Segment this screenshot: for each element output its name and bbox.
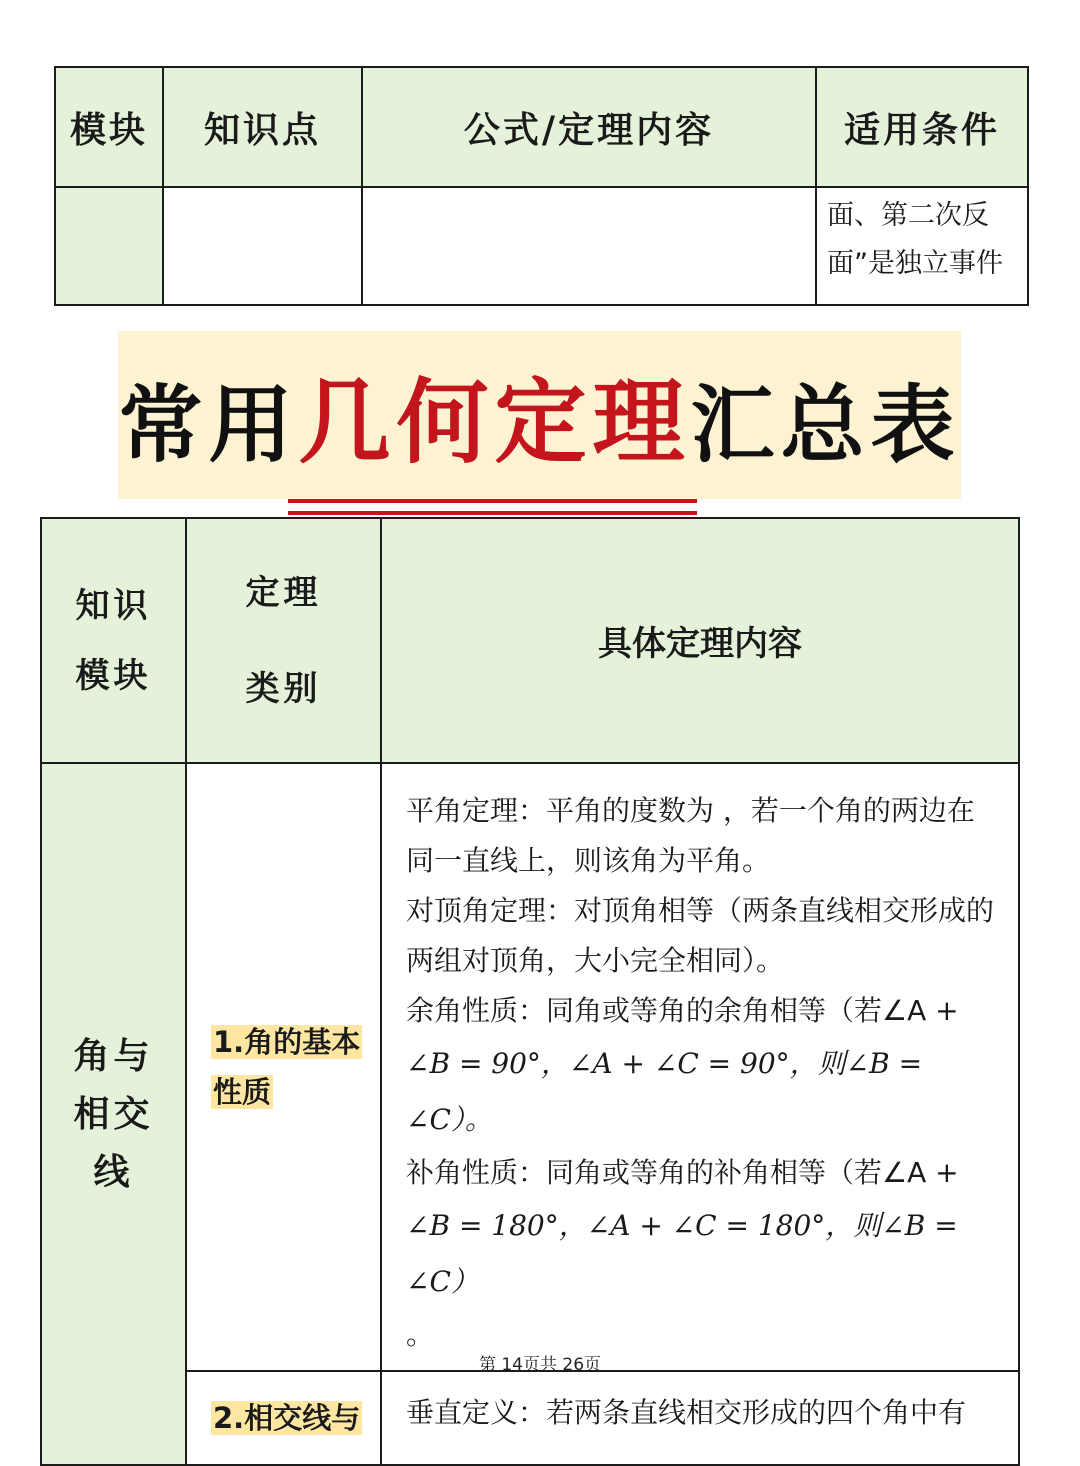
header-knowledge-point: 知识点: [163, 67, 362, 187]
theorem-supplementary: 补角性质：同角或等角的补角相等（若∠A +: [406, 1156, 959, 1189]
theorem-vertical-angles: 对顶角定理：对顶角相等（两条直线相交形成的两组对顶角，大小完全相同）。: [406, 894, 995, 977]
module-cell-empty: [55, 187, 163, 305]
formula-cell-empty: [362, 187, 816, 305]
category-intersecting-lines: [186, 1371, 381, 1465]
header-theorem-category: [186, 518, 381, 763]
theorem-supplementary-formula: ∠B = 180°，∠A + ∠C = 180°，则∠B = ∠C）: [406, 1209, 958, 1298]
theorem-table-header-row: [41, 518, 1019, 763]
page-number-footer: 第 14页共 26页: [478, 1355, 602, 1375]
condition-line: 面、第二次反: [827, 200, 989, 231]
condition-line: 面”是独立事件: [827, 248, 1003, 279]
header-formula-content: 公式/定理内容: [362, 67, 816, 187]
title-highlight-text: 几何定理: [298, 368, 691, 476]
category-highlight: 1.角的基本: [213, 1025, 361, 1059]
theorem-complementary-formula: ∠B = 90°，∠A + ∠C = 90°，则∠B = ∠C）。: [406, 1047, 923, 1136]
category-angle-basics: [186, 763, 381, 1371]
header-applicable-condition: 适用条件: [816, 67, 1028, 187]
formula-table: [54, 66, 1029, 306]
title-part-2: 汇总表: [690, 375, 961, 474]
category-highlight: 性质: [213, 1075, 272, 1109]
module-line: 线: [93, 1151, 134, 1193]
formula-table-header-row: [55, 67, 1028, 187]
header-line: 定理: [245, 572, 322, 613]
theorem-complementary: 余角性质：同角或等角的余角相等（若∠A +: [406, 994, 959, 1027]
category-highlight: 2.相交线与: [213, 1401, 361, 1435]
header-line: 模块: [75, 655, 152, 696]
double-underline-top: [288, 499, 696, 503]
double-underline-bottom: [288, 511, 696, 515]
page-title: [118, 349, 960, 481]
title-banner: [118, 331, 961, 499]
header-line: 知识: [75, 585, 152, 626]
header-knowledge-module: [41, 518, 186, 763]
theorem-content: [381, 1371, 1019, 1465]
knowledge-cell-empty: [163, 187, 362, 305]
theorem-trailing-period: 。: [406, 1318, 435, 1351]
module-line: 相交: [73, 1093, 154, 1135]
header-theorem-content: 具体定理内容: [381, 518, 1019, 763]
header-module: 模块: [55, 67, 163, 187]
theorem-content: [381, 763, 1019, 1371]
title-highlight: [298, 349, 690, 481]
theorem-row-intersecting-lines: [41, 1371, 1019, 1465]
condition-cell: [816, 187, 1028, 305]
module-line: 角与: [73, 1035, 154, 1077]
formula-table-row: [55, 187, 1028, 305]
geometry-theorem-table: [40, 517, 1020, 1466]
theorem-row-angle-basics: [41, 763, 1019, 1371]
theorem-perpendicular-definition: 垂直定义：若两条直线相交形成的四个角中有: [406, 1396, 967, 1429]
title-part-1: 常用: [118, 375, 299, 474]
theorem-straight-angle: 平角定理：平角的度数为 ，若一个角的两边在同一直线上，则该角为平角。: [406, 794, 975, 877]
header-line: 类别: [245, 668, 322, 709]
